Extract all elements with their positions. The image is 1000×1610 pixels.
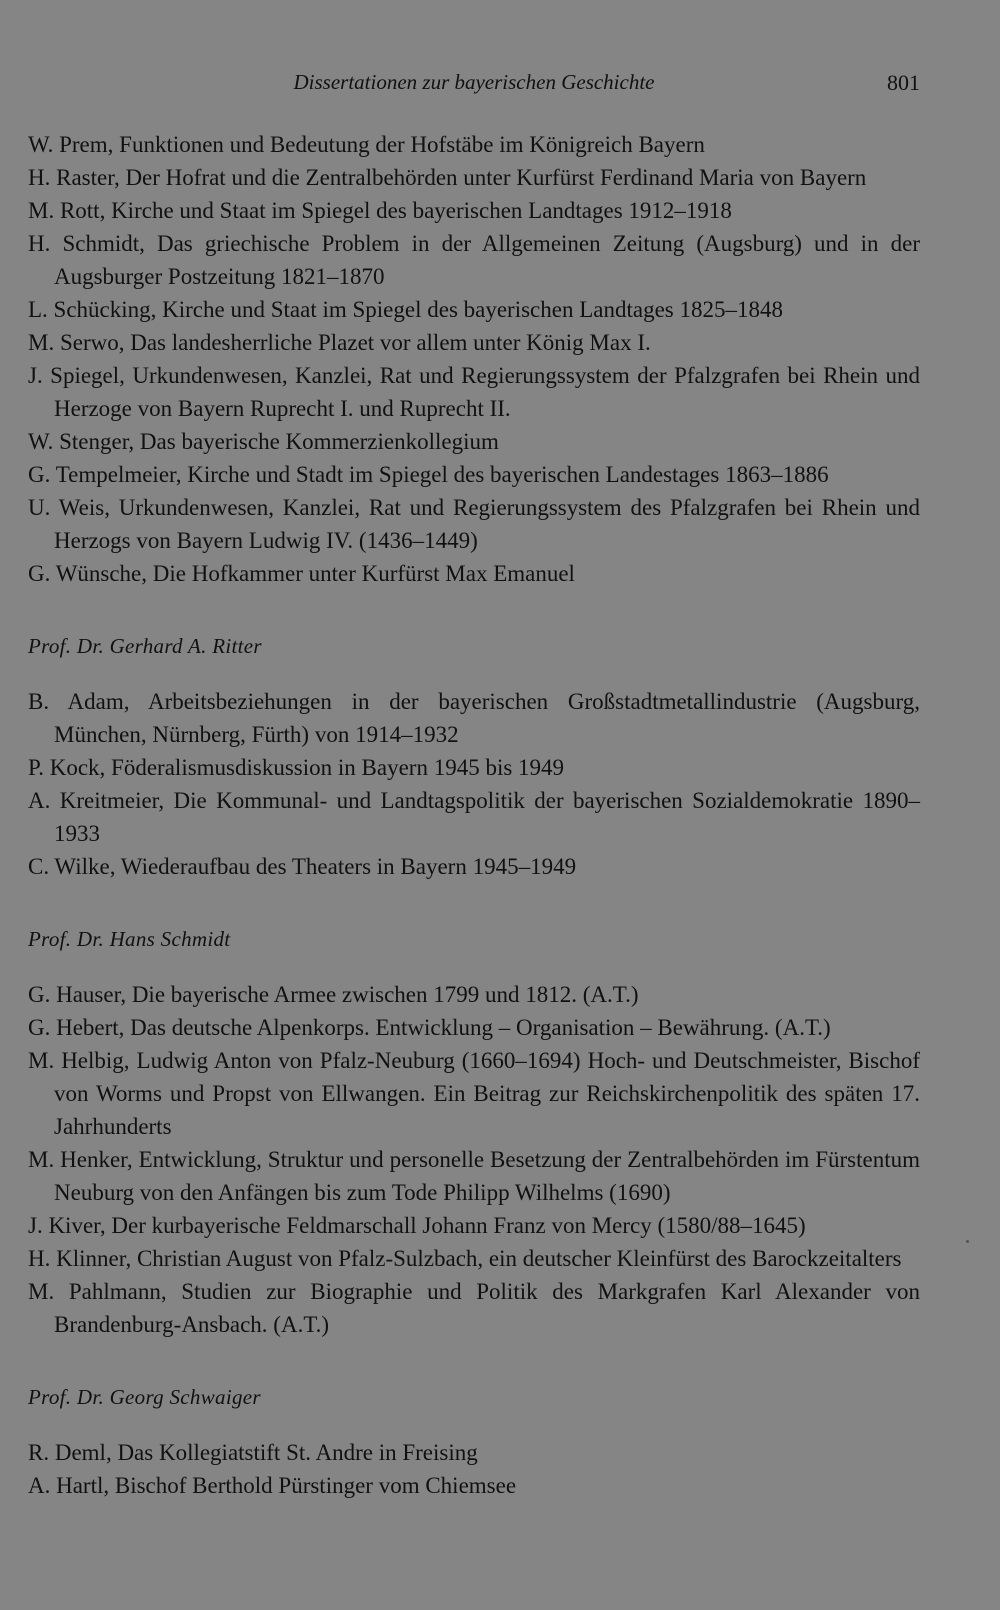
dissertation-entry: G. Hebert, Das deutsche Alpenkorps. Entwicklung – Organisation – Bewährung. (A.T.) bbox=[28, 1015, 831, 1040]
dissertation-entry: G. Tempelmeier, Kirche und Stadt im Spiegel des bayerischen Landestages 1863–1886 bbox=[28, 462, 829, 487]
dissertation-entry: A. Kreitmeier, Die Kommunal- und Landtagspolitik der bayerischen Sozialdemokratie 1890–1933 bbox=[28, 788, 920, 846]
dissertation-list bbox=[28, 128, 920, 1502]
dissertation-entry: G. Hauser, Die bayerische Armee zwischen 1799 und 1812. (A.T.) bbox=[28, 982, 639, 1007]
dissertation-entry: U. Weis, Urkundenwesen, Kanzlei, Rat und Regierungssystem des Pfalzgrafen bei Rhein und Herzogs von Bayern Ludwig IV. (1436–1449) bbox=[28, 495, 920, 553]
dissertation-entry: W. Prem, Funktionen und Bedeutung der Hofstäbe im Königreich Bayern bbox=[28, 132, 705, 157]
dissertation-entry: M. Helbig, Ludwig Anton von Pfalz-Neuburg (1660–1694) Hoch- und Deutschmeister, Bischof von Worms und Propst von Ellwangen. Ein Beitrag zur Reichskirchenpolitik des späten 17. Jahrhunderts bbox=[28, 1048, 920, 1139]
page-number: 801 bbox=[887, 70, 920, 95]
scan-speck bbox=[966, 1240, 969, 1243]
section-heading: Prof. Dr. Georg Schwaiger bbox=[28, 1385, 261, 1409]
dissertation-entry: C. Wilke, Wiederaufbau des Theaters in Bayern 1945–1949 bbox=[28, 854, 577, 879]
dissertation-entry: J. Spiegel, Urkundenwesen, Kanzlei, Rat und Regierungssystem der Pfalzgrafen bei Rhein und Herzoge von Bayern Ruprecht I. und Ruprecht II. bbox=[28, 363, 920, 421]
dissertation-entry: L. Schücking, Kirche und Staat im Spiegel des bayerischen Landtages 1825–1848 bbox=[28, 297, 783, 322]
entry-list bbox=[28, 1436, 920, 1502]
dissertation-entry: H. Schmidt, Das griechische Problem in der Allgemeinen Zeitung (Augsburg) und in der Augsburger Postzeitung 1821–1870 bbox=[28, 231, 920, 289]
dissertation-entry: W. Stenger, Das bayerische Kommerzienkollegium bbox=[28, 429, 499, 454]
dissertation-entry: B. Adam, Arbeitsbeziehungen in der bayerischen Großstadtmetallindustrie (Augsburg, München, Nürnberg, Fürth) von 1914–1932 bbox=[28, 689, 920, 747]
dissertation-entry: R. Deml, Das Kollegiatstift St. Andre in Freising bbox=[28, 1440, 478, 1465]
dissertation-entry: J. Kiver, Der kurbayerische Feldmarschall Johann Franz von Mercy (1580/88–1645) bbox=[28, 1213, 806, 1238]
dissertation-entry: M. Rott, Kirche und Staat im Spiegel des bayerischen Landtages 1912–1918 bbox=[28, 198, 732, 223]
entry-list bbox=[28, 685, 920, 883]
running-title: Dissertationen zur bayerischen Geschichte bbox=[293, 70, 655, 94]
entry-list bbox=[28, 978, 920, 1341]
entry-list bbox=[28, 128, 920, 590]
dissertation-entry: A. Hartl, Bischof Berthold Pürstinger vom Chiemsee bbox=[28, 1473, 517, 1498]
dissertation-entry: H. Klinner, Christian August von Pfalz-Sulzbach, ein deutscher Kleinfürst des Barockzeitalters bbox=[28, 1246, 902, 1271]
running-head bbox=[28, 64, 920, 104]
dissertation-entry: H. Raster, Der Hofrat und die Zentralbehörden unter Kurfürst Ferdinand Maria von Bayern bbox=[28, 165, 867, 190]
dissertation-entry: M. Serwo, Das landesherrliche Plazet vor allem unter König Max I. bbox=[28, 330, 651, 355]
book-page bbox=[28, 64, 920, 1502]
dissertation-entry: G. Wünsche, Die Hofkammer unter Kurfürst Max Emanuel bbox=[28, 561, 575, 586]
dissertation-entry: M. Henker, Entwicklung, Struktur und personelle Besetzung der Zentralbehörden im Fürstentum Neuburg von den Anfängen bis zum Tode Philipp Wilhelms (1690) bbox=[28, 1147, 920, 1205]
section-heading: Prof. Dr. Gerhard A. Ritter bbox=[28, 634, 262, 658]
section-heading: Prof. Dr. Hans Schmidt bbox=[28, 927, 231, 951]
dissertation-entry: P. Kock, Föderalismusdiskussion in Bayern 1945 bis 1949 bbox=[28, 755, 565, 780]
dissertation-entry: M. Pahlmann, Studien zur Biographie und Politik des Markgrafen Karl Alexander von Brandenburg-Ansbach. (A.T.) bbox=[28, 1279, 920, 1337]
